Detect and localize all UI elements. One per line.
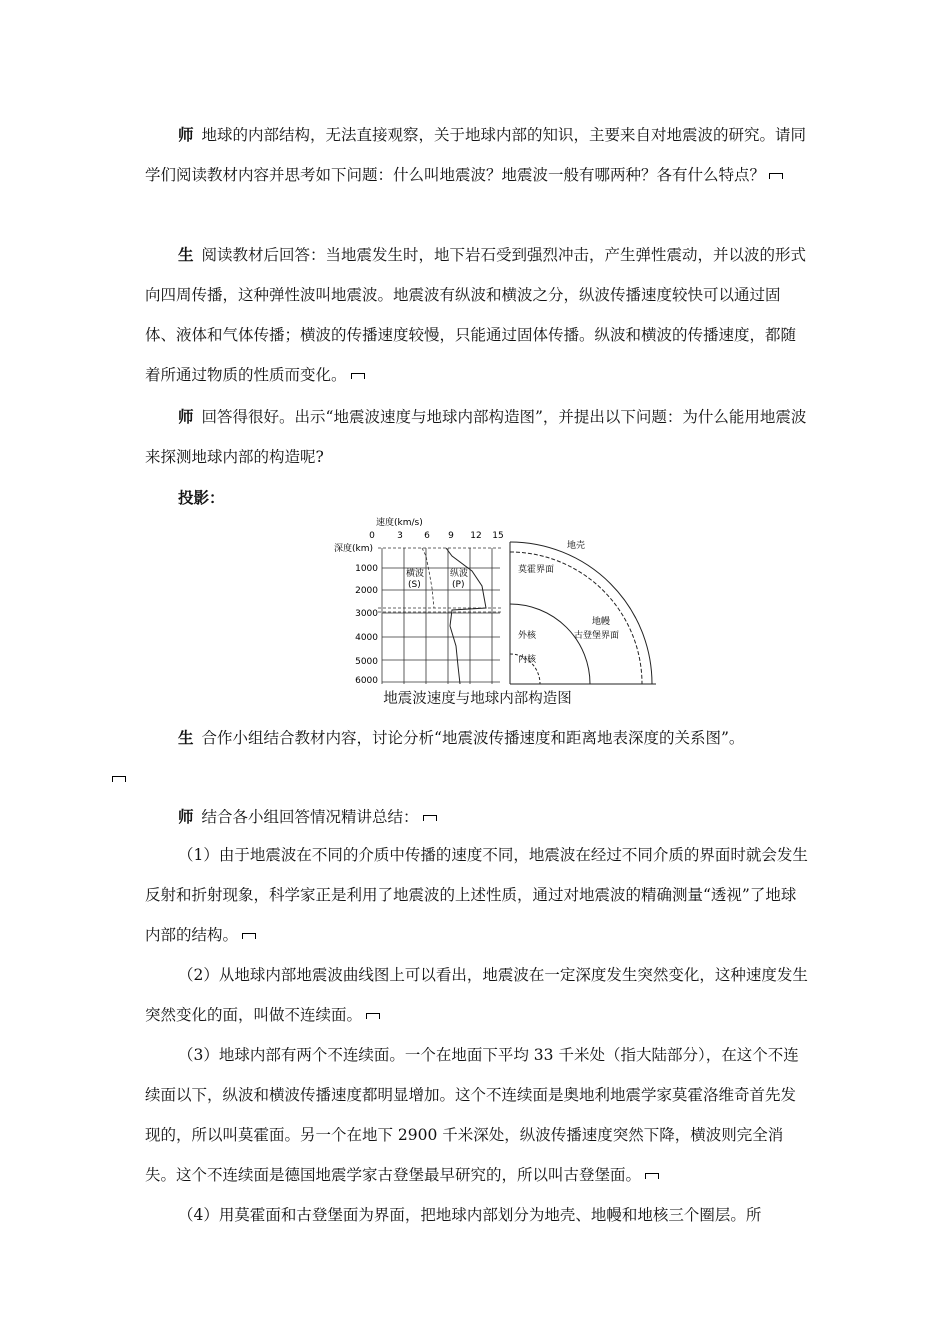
paragraph-2 <box>145 235 810 395</box>
inner-core-label: 内核 <box>518 655 537 665</box>
speaker-label: 师 <box>178 408 194 426</box>
paragraph-text: 结合各小组回答情况精讲总结： <box>201 808 419 826</box>
speed-tick: 12 <box>470 531 482 541</box>
paragraph-text: 合作小组结合教材内容，讨论分析“地震波传播速度和距离地表深度的关系图”。 <box>201 729 745 747</box>
edit-mark-icon <box>423 815 437 821</box>
paragraph-text: 阅读教材后回答：当地震发生时，地下岩石受到强烈冲击，产生弹性震动，并以波的形式向四周传播，这种弹性波叫地震波。地震波有纵波和横波之分，纵波传播速度较快可以通过固体、液体和气体传播；横波的传播速度较慢，只能通过固体传播。纵波和横波的传播速度，都随着所通过物质的性质而变化。 <box>145 246 807 384</box>
paragraph-text: （3）地球内部有两个不连续面。一个在地面下平均 33 千米处（指大陆部分），在这个不连续面以下，纵波和横波传播速度都明显增加。这个不连续面是奥地利地震学家莫霍洛维奇首先发现的，所以叫莫霍面。另一个在地下 2900 千米深处，纵波传播速度突然下降，横波则完全消失。这个不连续面是德国地震学家古登堡最早研究的，所以叫古登堡面。 <box>145 1046 799 1184</box>
edit-mark-icon <box>769 173 783 179</box>
p-wave-label: 纵波 <box>450 569 469 579</box>
figure-caption: 地震波速度与地球内部构造图 <box>383 691 572 707</box>
depth-axis-label: 深度(km) <box>334 544 374 554</box>
speed-tick: 9 <box>448 531 454 541</box>
speaker-label: 师 <box>178 808 194 826</box>
paragraph-8 <box>145 955 810 1035</box>
edit-mark-icon <box>112 776 126 782</box>
paragraph-1 <box>145 115 810 195</box>
grid <box>382 548 500 684</box>
paragraph-3 <box>145 397 810 477</box>
outer-core-label: 外核 <box>518 631 537 641</box>
paragraph-text: （4）用莫霍面和古登堡面为界面，把地球内部划分为地壳、地幔和地核三个圈层。所 <box>178 1206 762 1224</box>
crust-label: 地壳 <box>567 541 586 551</box>
paragraph-4 <box>145 478 810 518</box>
moho-label: 莫霍界面 <box>518 565 555 575</box>
paragraph-9 <box>145 1035 810 1195</box>
paragraph-text: 回答得很好。出示“地震波速度与地球内部构造图”，并提出以下问题：为什么能用地震波来探测地球内部的构造呢? <box>145 408 807 466</box>
paragraph-6 <box>145 797 810 837</box>
depth-tick: 1000 <box>355 564 378 574</box>
depth-tick: 3000 <box>355 609 378 619</box>
edit-mark-icon <box>366 1013 380 1019</box>
paragraph-text: 地球的内部结构，无法直接观察，关于地球内部的知识，主要来自对地震波的研究。请同学们阅读教材内容并思考如下问题：什么叫地震波？地震波一般有哪两种？各有什么特点？ <box>145 126 807 184</box>
mantle-label: 地幔 <box>592 617 611 627</box>
speed-tick: 0 <box>369 531 375 541</box>
edit-mark-icon <box>645 1173 659 1179</box>
s-wave-symbol: (S) <box>408 580 421 590</box>
paragraph-text: （2）从地球内部地震波曲线图上可以看出，地震波在一定深度发生突然变化，这种速度发生突然变化的面，叫做不连续面。 <box>145 966 808 1024</box>
paragraph-text: （1）由于地震波在不同的介质中传播的速度不同，地震波在经过不同介质的界面时就会发生反射和折射现象，科学家正是利用了地震波的上述性质，通过对地震波的精确测量“透视”了地球内部的结构。 <box>145 846 808 944</box>
paragraph-10 <box>145 1195 810 1235</box>
s-wave-label: 横波 <box>406 569 425 579</box>
speed-tick: 15 <box>492 531 504 541</box>
paragraph-7 <box>145 835 810 955</box>
speed-tick: 6 <box>424 531 430 541</box>
projection-label: 投影： <box>178 489 225 507</box>
speaker-label: 生 <box>178 246 194 264</box>
gutenberg-label: 古登堡界面 <box>574 631 620 641</box>
edit-mark-icon <box>351 373 365 379</box>
p-wave-symbol: (P) <box>452 580 465 590</box>
depth-tick: 5000 <box>355 657 378 667</box>
speaker-label: 师 <box>178 126 194 144</box>
paragraph-5 <box>145 718 810 798</box>
edit-mark-icon <box>242 933 256 939</box>
speed-tick: 3 <box>397 531 403 541</box>
depth-tick: 2000 <box>355 586 378 596</box>
speed-axis-label: 速度(km/s) <box>376 518 423 528</box>
depth-tick: 6000 <box>355 676 378 686</box>
speaker-label: 生 <box>178 729 194 747</box>
seismic-figure <box>334 516 664 686</box>
seismic-diagram <box>334 516 664 686</box>
depth-tick: 4000 <box>355 633 378 643</box>
